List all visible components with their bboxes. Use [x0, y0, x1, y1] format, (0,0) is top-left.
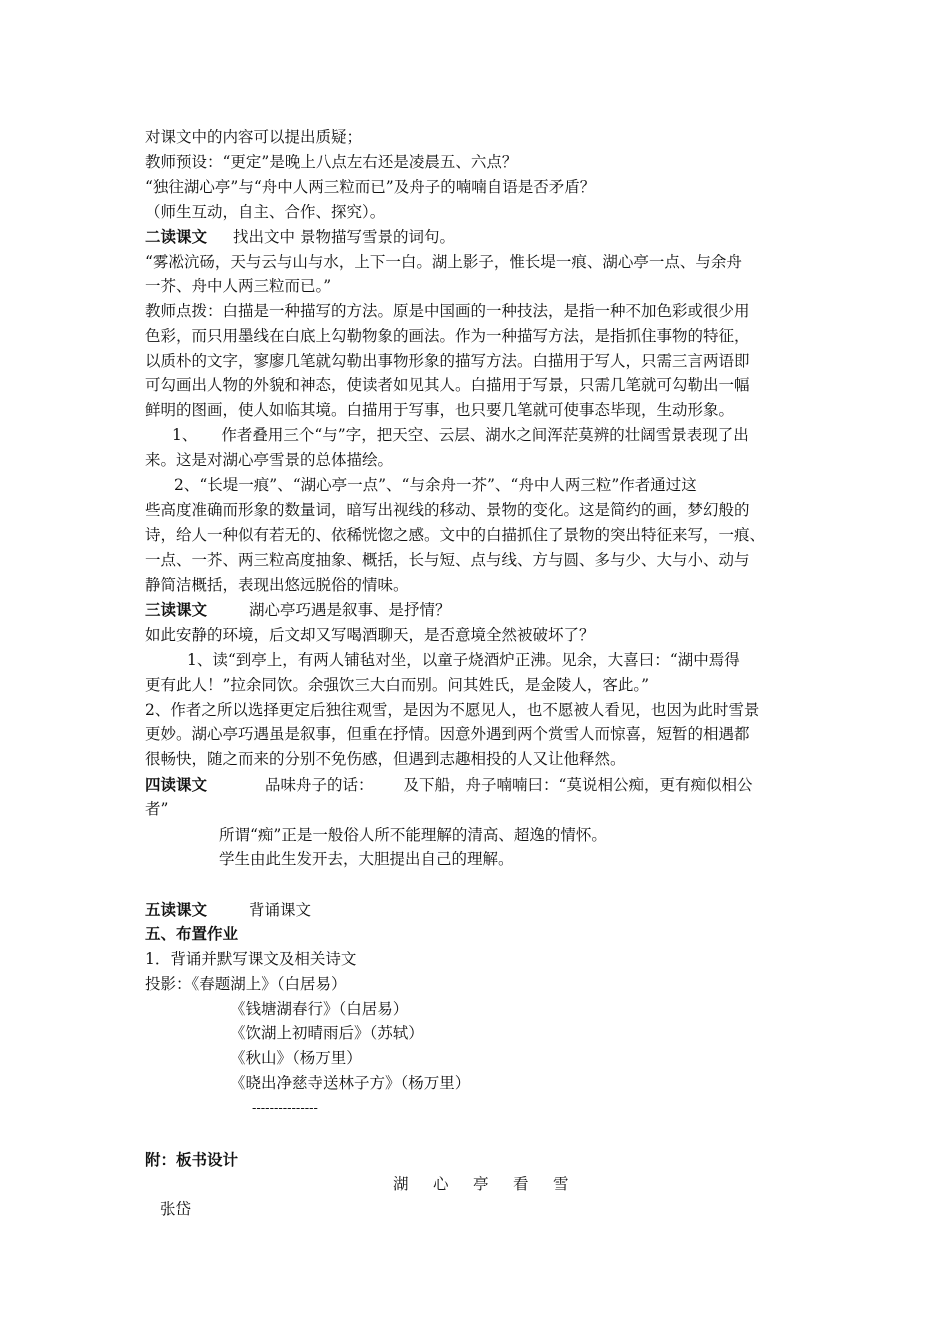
text-line: 一芥、舟中人两三粒而已。” [145, 277, 332, 295]
section-heading: 五、布置作业 [145, 925, 239, 943]
dash-separator: --------------- [252, 1101, 318, 1116]
text-line: 投影：《春题湖上》（白居易） [145, 975, 347, 993]
text-line: 静简洁概括，表现出悠远脱俗的情味。 [145, 576, 409, 594]
text-line: 以质朴的文字，寥廖几笔就勾勒出事物形象的描写方法。白描用于写人，只需三言两语即 [145, 352, 750, 370]
numbered-line [172, 423, 749, 447]
text-line: 对课文中的内容可以提出质疑； [145, 128, 363, 146]
section-heading: 四读课文 [145, 776, 208, 794]
text-line: 者” [145, 800, 169, 818]
text-line: 来。这是对湖心亭雪景的总体描绘。 [145, 451, 394, 469]
text-line: 2、作者之所以选择更定后独往观雪，是因为不愿见人，也不愿被人看见，也因为此时雪景 [145, 701, 760, 719]
text-line: （师生互动，自主、合作、探究）。 [145, 203, 386, 221]
item-text: 作者叠用三个“与”字，把天空、云层、湖水之间浑茫莫辨的壮阔雪景表现了出 [221, 426, 749, 444]
text-line: “独往湖心亭”与“舟中人两三粒而已”及舟子的喃喃自语是否矛盾？ [145, 178, 596, 196]
text-line: 鲜明的图画，使人如临其境。白描用于写事，也只要几笔就可使事态毕现，生动形象。 [145, 401, 735, 419]
poem-item: 《晓出净慈寺送林子方》（杨万里） [230, 1074, 471, 1092]
text-line: 所谓“痴”正是一般俗人所不能理解的清高、超逸的情怀。 [219, 826, 607, 844]
text-line: 1、读“到亭上，有两人铺毡对坐，以童子烧酒炉正沸。见余，大喜曰：“湖中焉得 [187, 651, 740, 669]
text-line: 可勾画出人物的外貌和神态，使读者如见其人。白描用于写景，只需几笔就可勾勒出一幅 [145, 376, 750, 394]
section-line [145, 898, 311, 922]
board-title-char: 湖 [393, 1175, 409, 1193]
section-text: 找出文中 景物描写雪景的词句。 [233, 228, 455, 246]
text-line: “雾凇沆砀，天与云与山与水，上下一白。湖上影子，惟长堤一痕、湖心亭一点、与余舟 [145, 253, 742, 271]
section-line [145, 225, 455, 249]
text-line: 色彩，而只用墨线在白底上勾勒物象的画法。作为一种描写方法，是指抓住事物的特征， [145, 327, 750, 345]
poem-item: 《饮湖上初晴雨后》（苏轼） [230, 1024, 424, 1042]
item-number: 1、 [172, 426, 198, 444]
text-line: 教师预设：“更定”是晚上八点左右还是凌晨五、六点？ [145, 153, 518, 171]
section-heading: 五读课文 [145, 901, 208, 919]
author-name: 张岱 [160, 1200, 192, 1218]
section-heading: 二读课文 [145, 228, 208, 246]
poem-item: 《钱塘湖春行》（白居易） [230, 1000, 409, 1018]
text-line: 教师点拨：白描是一种描写的方法。原是中国画的一种技法，是指一种不加色彩或很少用 [145, 302, 750, 320]
board-title-char: 看 [513, 1175, 529, 1193]
board-title [393, 1172, 593, 1196]
text-line: 很畅快，随之而来的分别不免伤感，但遇到志趣相投的人又让他释然。 [145, 750, 626, 768]
text-line: 些高度准确而形象的数量词，暗写出视线的移动、景物的变化。这是简约的画，梦幻般的 [145, 501, 750, 519]
text-line: 如此安静的环境，后文却又写喝酒聊天，是否意境全然被破坏了？ [145, 626, 595, 644]
text-line: 更有此人！”拉余同饮。余强饮三大白而别。问其姓氏，是金陵人，客此。” [145, 676, 650, 694]
poem-item: 《秋山》（杨万里） [230, 1049, 362, 1067]
text-line: 更妙。湖心亭巧遇虽是叙事，但重在抒情。因意外遇到两个赏雪人而惊喜，短暂的相遇都 [145, 725, 750, 743]
text-line: 2、“长堤一痕”、“湖心亭一点”、“与余舟一芥”、“舟中人两三粒”作者通过这 [174, 476, 697, 494]
board-title-char: 心 [433, 1175, 449, 1193]
text-line: 一点、一芥、两三粒高度抽象、概括，长与短、点与线、方与圆、多与少、大与小、动与 [145, 551, 750, 569]
text-line: 诗，给人一种似有若无的、依稀恍惚之感。文中的白描抓住了景物的突出特征来写，一痕、 [145, 526, 766, 544]
board-title-char: 亭 [473, 1175, 489, 1193]
section-text: 背诵课文 [249, 901, 312, 919]
board-title-char: 雪 [553, 1175, 569, 1193]
section-heading: 附：板书设计 [145, 1151, 239, 1169]
section-text: 及下船，舟子喃喃曰：“莫说相公痴，更有痴似相公 [403, 776, 753, 794]
section-heading: 三读课文 [145, 601, 208, 619]
text-line: 学生由此生发开去，大胆提出自己的理解。 [219, 850, 514, 868]
section-line [145, 773, 752, 797]
text-line: 1．背诵并默写课文及相关诗文 [145, 950, 357, 968]
section-text: 品味舟子的话： [265, 776, 374, 794]
section-text: 湖心亭巧遇是叙事、是抒情？ [249, 601, 451, 619]
section-line [145, 598, 451, 622]
